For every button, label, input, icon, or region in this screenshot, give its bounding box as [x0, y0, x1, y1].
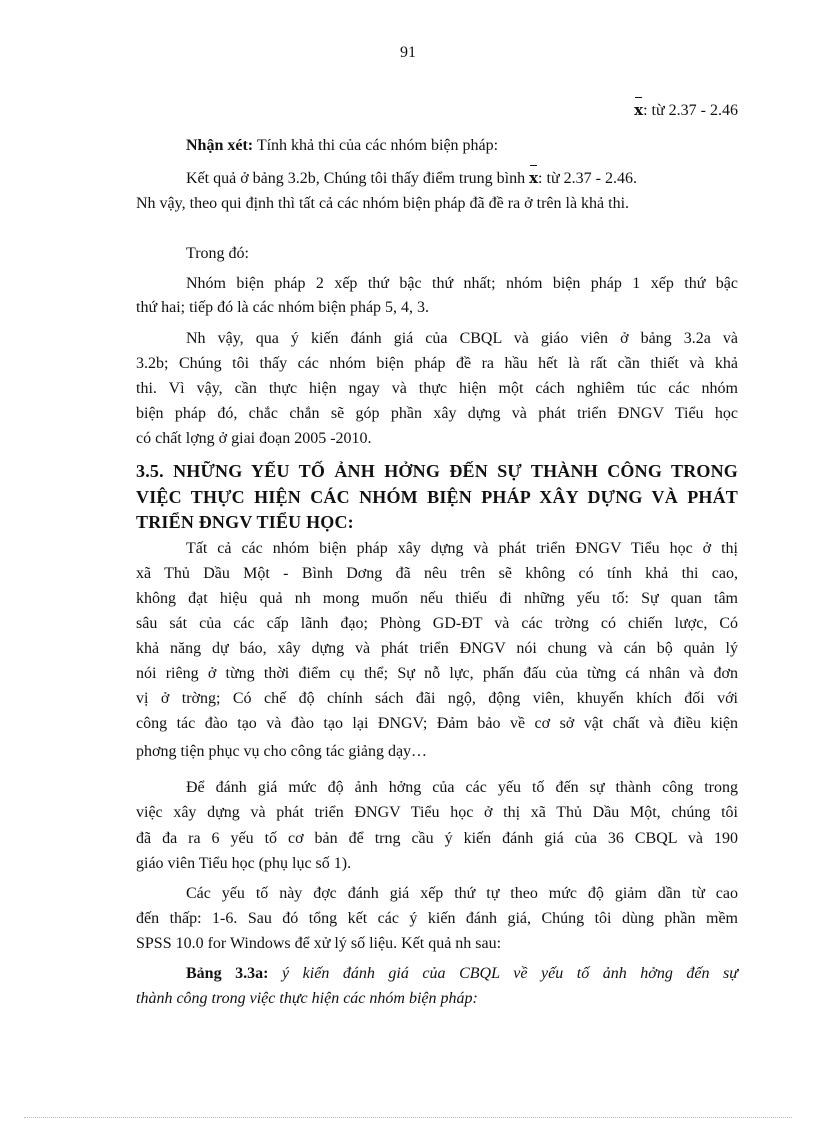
page-number: 91	[400, 44, 416, 61]
para6-line3: đã đa ra 6 yếu tố cơ bản để trng cầu ý kiến đánh giá của 36 CBQL và 190	[136, 830, 738, 847]
para5-line7: vị ở trờng; Có chế độ chính sách đãi ngộ, động viên, khuyến khích đối với	[136, 690, 738, 707]
para5-line1: Tất cả các nhóm biện pháp xây dựng và phát triển ĐNGV Tiểu học ở thị	[186, 540, 738, 557]
para5-line6: nói riêng ở từng thời điểm cụ thể; Sự nỗ lực, phấn đấu của từng cá nhân và đơn	[136, 665, 738, 682]
xbar-symbol-inline: x	[529, 169, 539, 187]
page-bottom-divider	[24, 1117, 792, 1118]
remark-text: Tính khả thi của các nhóm biện pháp:	[256, 137, 499, 154]
table-caption-text: ý kiến đánh giá của CBQL về yếu tố ảnh hởng đến sự	[282, 965, 738, 982]
para5-line2: xã Thủ Dầu Một - Bình Dơng đã nêu trên sẽ không có tính khả thi cao,	[136, 565, 738, 582]
para4-line3: thi. Vì vậy, cần thực hiện ngay và thực hiện một cách nghiêm túc các nhóm	[136, 380, 738, 397]
para7-line3: SPSS 10.0 for Windows để xử lý số liệu. Kết quả nh sau:	[136, 935, 502, 952]
para3-line1: Nhóm biện pháp 2 xếp thứ bậc thứ nhất; nhóm biện pháp 1 xếp thứ bậc	[186, 275, 738, 292]
section-heading-line3: TRIỂN ĐNGV TIỂU HỌC:	[136, 512, 354, 532]
para7-line2: đến thấp: 1-6. Sau đó tổng kết các ý kiến đánh giá, Chúng tôi dùng phần mềm	[136, 910, 738, 927]
para1-line1	[186, 168, 637, 189]
remark-label: Nhận xét:	[186, 137, 254, 154]
para4-line2: 3.2b; Chúng tôi thấy các nhóm biện pháp đề ra hầu hết là rất cần thiết và khả	[136, 355, 738, 372]
para5-line5: khả năng dự báo, xây dựng và phát triển ĐNGV nói chung và cán bộ quản lý	[136, 640, 738, 657]
para3-line2: thứ hai; tiếp đó là các nhóm biện pháp 5, 4, 3.	[136, 299, 430, 316]
para5-line4: sâu sát của các cấp lãnh đạo; Phòng GD-ĐT và các trờng có chiến lược, Có	[136, 615, 738, 632]
table-caption-line2: thành công trong việc thực hiện các nhóm biện pháp:	[136, 990, 478, 1007]
section-heading-line1: 3.5. NHỮNG YẾU TỐ ẢNH HỞNG ĐẾN SỰ THÀNH CÔNG TRONG	[136, 461, 738, 481]
para6-line2: việc xây dựng và phát triển ĐNGV Tiểu học ở thị xã Thủ Dầu Một, chúng tôi	[136, 804, 738, 821]
para5-line3: không đạt hiệu quả nh mong muốn nếu thiếu đi những yếu tố: Sự quan tâm	[136, 590, 738, 607]
para6-line4: giáo viên Tiểu học (phụ lục số 1).	[136, 855, 352, 872]
para4-line1: Nh vậy, qua ý kiến đánh giá của CBQL và giáo viên ở bảng 3.2a và	[186, 330, 738, 347]
table-caption-line1	[186, 964, 738, 984]
xbar-symbol: x	[634, 101, 644, 119]
para7-line1: Các yếu tố này đợc đánh giá xếp thứ tự theo mức độ giảm dần từ cao	[186, 885, 738, 902]
mean-range-line	[634, 100, 738, 121]
para1-line1-range: : từ 2.37 - 2.46.	[538, 170, 637, 187]
section-heading-line2: VIỆC THỰC HIỆN CÁC NHÓM BIỆN PHÁP XÂY DỰNG VÀ PHÁT	[136, 487, 738, 507]
para1-line1-text: Kết quả ở bảng 3.2b, Chúng tôi thấy điểm trung bình	[186, 170, 526, 187]
table-caption-label: Bảng 3.3a:	[186, 965, 269, 982]
para4-line4: biện pháp đó, chắc chắn sẽ góp phần xây dựng và phát triển ĐNGV Tiểu học	[136, 405, 738, 422]
mean-range-text: : từ 2.37 - 2.46	[643, 102, 738, 119]
para6-line1: Để đánh giá mức độ ảnh hởng của các yếu tố đến sự thành công trong	[186, 779, 738, 796]
remark-line	[186, 136, 498, 156]
para1-line2: Nh vậy, theo qui định thì tất cả các nhóm biện pháp đã đề ra ở trên là khả thi.	[136, 195, 630, 212]
para2-line: Trong đó:	[186, 245, 249, 262]
para5-line9: phơng tiện phục vụ cho công tác giảng dạy…	[136, 743, 428, 760]
para4-line5: có chất lợng ở giai đoạn 2005 -2010.	[136, 430, 372, 447]
para5-line8: công tác đào tạo và đào tạo lại ĐNGV; Đảm bảo về cơ sở vật chất và điều kiện	[136, 715, 738, 732]
